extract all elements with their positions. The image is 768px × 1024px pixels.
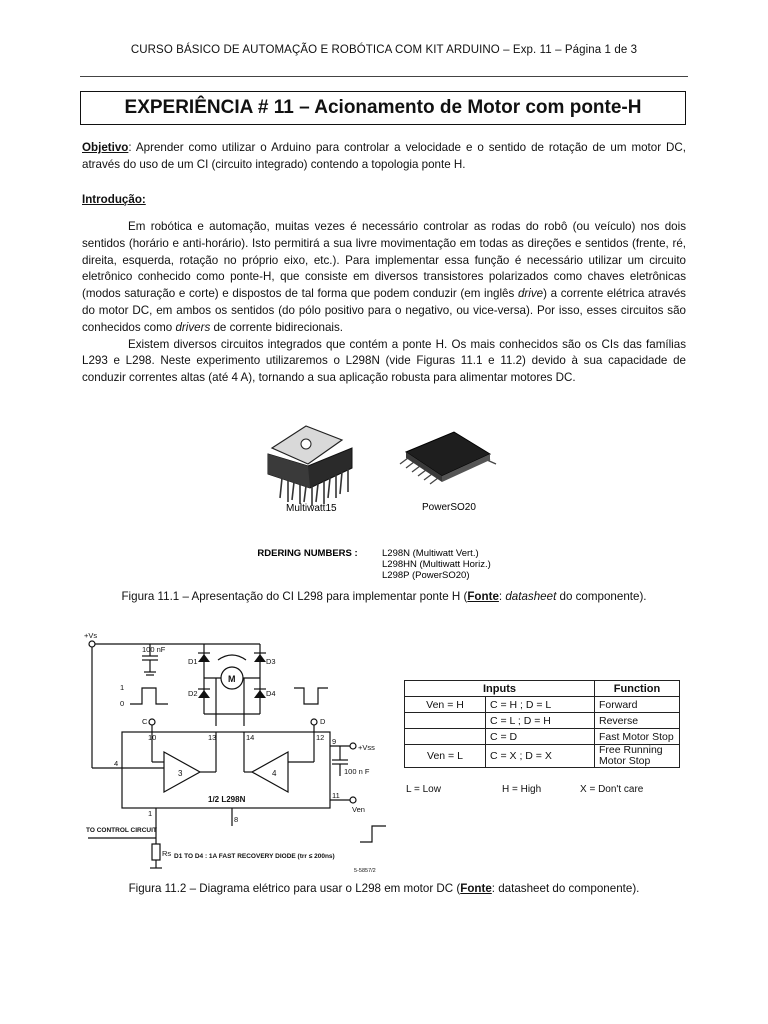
legend-dont-care: X = Don't care (580, 784, 644, 795)
table-header-row (405, 681, 680, 697)
pin10-label: 10 (148, 733, 157, 742)
function-table (404, 680, 680, 768)
table-row: C = D Fast Motor Stop (405, 729, 680, 745)
amp3-label: 3 (178, 769, 183, 778)
d3-label: D3 (266, 657, 276, 666)
pin13-label: 13 (208, 733, 217, 742)
input-c-label: C (142, 717, 148, 726)
figure1-caption: Figura 11.1 – Apresentação do CI L298 para implementar ponte H (Fonte: datasheet do componente). (121, 590, 647, 603)
d1-label: D1 (188, 657, 198, 666)
chip-label: 1/2 L298N (208, 795, 246, 804)
d4-label: D4 (266, 689, 276, 698)
pin9-label: 9 (332, 737, 337, 746)
ordering-item: L298N (Multiwatt Vert.) (382, 548, 479, 559)
objective-paragraph (82, 140, 686, 174)
d2-label: D2 (188, 689, 198, 698)
table-row: C = L ; D = H Reverse (405, 713, 680, 729)
table-row: Ven = L C = X ; D = X Free Running Motor Stop (405, 745, 680, 768)
cap2-label: 100 n F (344, 767, 370, 776)
pin11-label: 11 (332, 791, 340, 800)
figure2-caption: Figura 11.2 – Diagrama elétrico para usar o L298 em motor DC (Fonte: datasheet do componente). (128, 882, 640, 895)
pin8-label: 8 (234, 815, 239, 824)
vs-label: +Vs (84, 631, 98, 640)
powerso-package-icon (400, 432, 496, 484)
header-divider (80, 76, 688, 77)
input-d-label: D (320, 717, 326, 726)
package2-label: PowerSO20 (422, 502, 476, 513)
table-row: Ven = H C = H ; D = L Forward (405, 697, 680, 713)
intro-heading: Introdução: (82, 193, 146, 206)
pulse-high-label: 1 (120, 683, 125, 692)
figure-ic-packages (258, 418, 538, 588)
control-label: TO CONTROL CIRCUIT (86, 827, 157, 834)
amp4-label: 4 (272, 769, 277, 778)
header-inputs: Inputs (405, 681, 595, 697)
circuit-drawing (82, 626, 404, 876)
vss-label: +Vss (358, 743, 375, 752)
package1-label: Multiwatt15 (286, 503, 337, 514)
intro-body (82, 219, 686, 387)
diode-note: D1 TO D4 : 1A FAST RECOVERY DIODE (trr ≤ 200ns) (174, 853, 335, 860)
intro-paragraph-1: Em robótica e automação, muitas vezes é necessário controlar as rodas do robô (ou veículo) nos dois sentidos (horário e anti-horário). Isto permitirá a sua livre movimentação em todas as direções e sentidos (frente, ré, direita, esquerda, rotação no próprio eixo, etc.). Para implementar essa função é necessário utilizar um circuito eletrônico conhecido como ponte-H, que consiste em diversos transistores polarizados como chaves eletrônicas (modos saturação e corte) e dispostos de tal forma que podem conduzir (em inglês drive) a corrente elétrica através do motor DC, em ambos os sentidos (do pólo positivo para o negativo, ou vice-versa). Por isso, esses circuitos são conhecidos como drivers de corrente bidirecionais. (82, 220, 686, 334)
page-header: CURSO BÁSICO DE AUTOMAÇÃO E ROBÓTICA COM KIT ARDUINO – Exp. 11 – Página 1 de 3 (130, 44, 638, 56)
multiwatt-package-icon (268, 426, 352, 506)
experiment-title: EXPERIÊNCIA # 11 – Acionamento de Motor com ponte-H (80, 91, 686, 125)
ordering-label: ORDERING NUMBERS : (258, 548, 358, 559)
legend-high: H = High (502, 784, 542, 795)
ordering-item: L298HN (Multiwatt Horiz.) (382, 559, 491, 570)
objective-label: Objetivo (82, 141, 129, 154)
intro-heading-block (82, 192, 686, 209)
pin12-label: 12 (316, 733, 325, 742)
pin14-label: 14 (246, 733, 255, 742)
motor-truth-table (404, 680, 684, 800)
header-function: Function (595, 681, 680, 697)
ic-packages-drawing (258, 418, 538, 588)
ven-label: Ven (352, 805, 365, 814)
diagram-code: 5-5857/2 (354, 868, 376, 874)
rs-label: Rs (162, 849, 172, 858)
motor-label: M (228, 674, 236, 684)
figure-circuit-diagram (82, 626, 404, 876)
legend-low: L = Low (406, 784, 441, 795)
cap1-label: 100 nF (142, 645, 166, 654)
objective-text: : Aprender como utilizar o Arduino para controlar a velocidade e o sentido de rotação de um motor DC, através do uso de um CI (circuito integrado) contendo a topologia ponte H. (82, 141, 686, 171)
intro-paragraph-2: Existem diversos circuitos integrados que contém a ponte H. Os mais conhecidos são os CIs das famílias L293 e L298. Neste experimento utilizaremos o L298N (vide Figuras 11.1 e 11.2) devido à sua capacidade de conduzir correntes altas (até 4 A), tornando a sua aplicação robusta para alimentar motores DC. (82, 337, 686, 385)
ordering-item: L298P (PowerSO20) (382, 570, 470, 581)
pin1-label: 1 (148, 809, 153, 818)
pin4-label: 4 (114, 759, 119, 768)
pulse-low-label: 0 (120, 699, 125, 708)
